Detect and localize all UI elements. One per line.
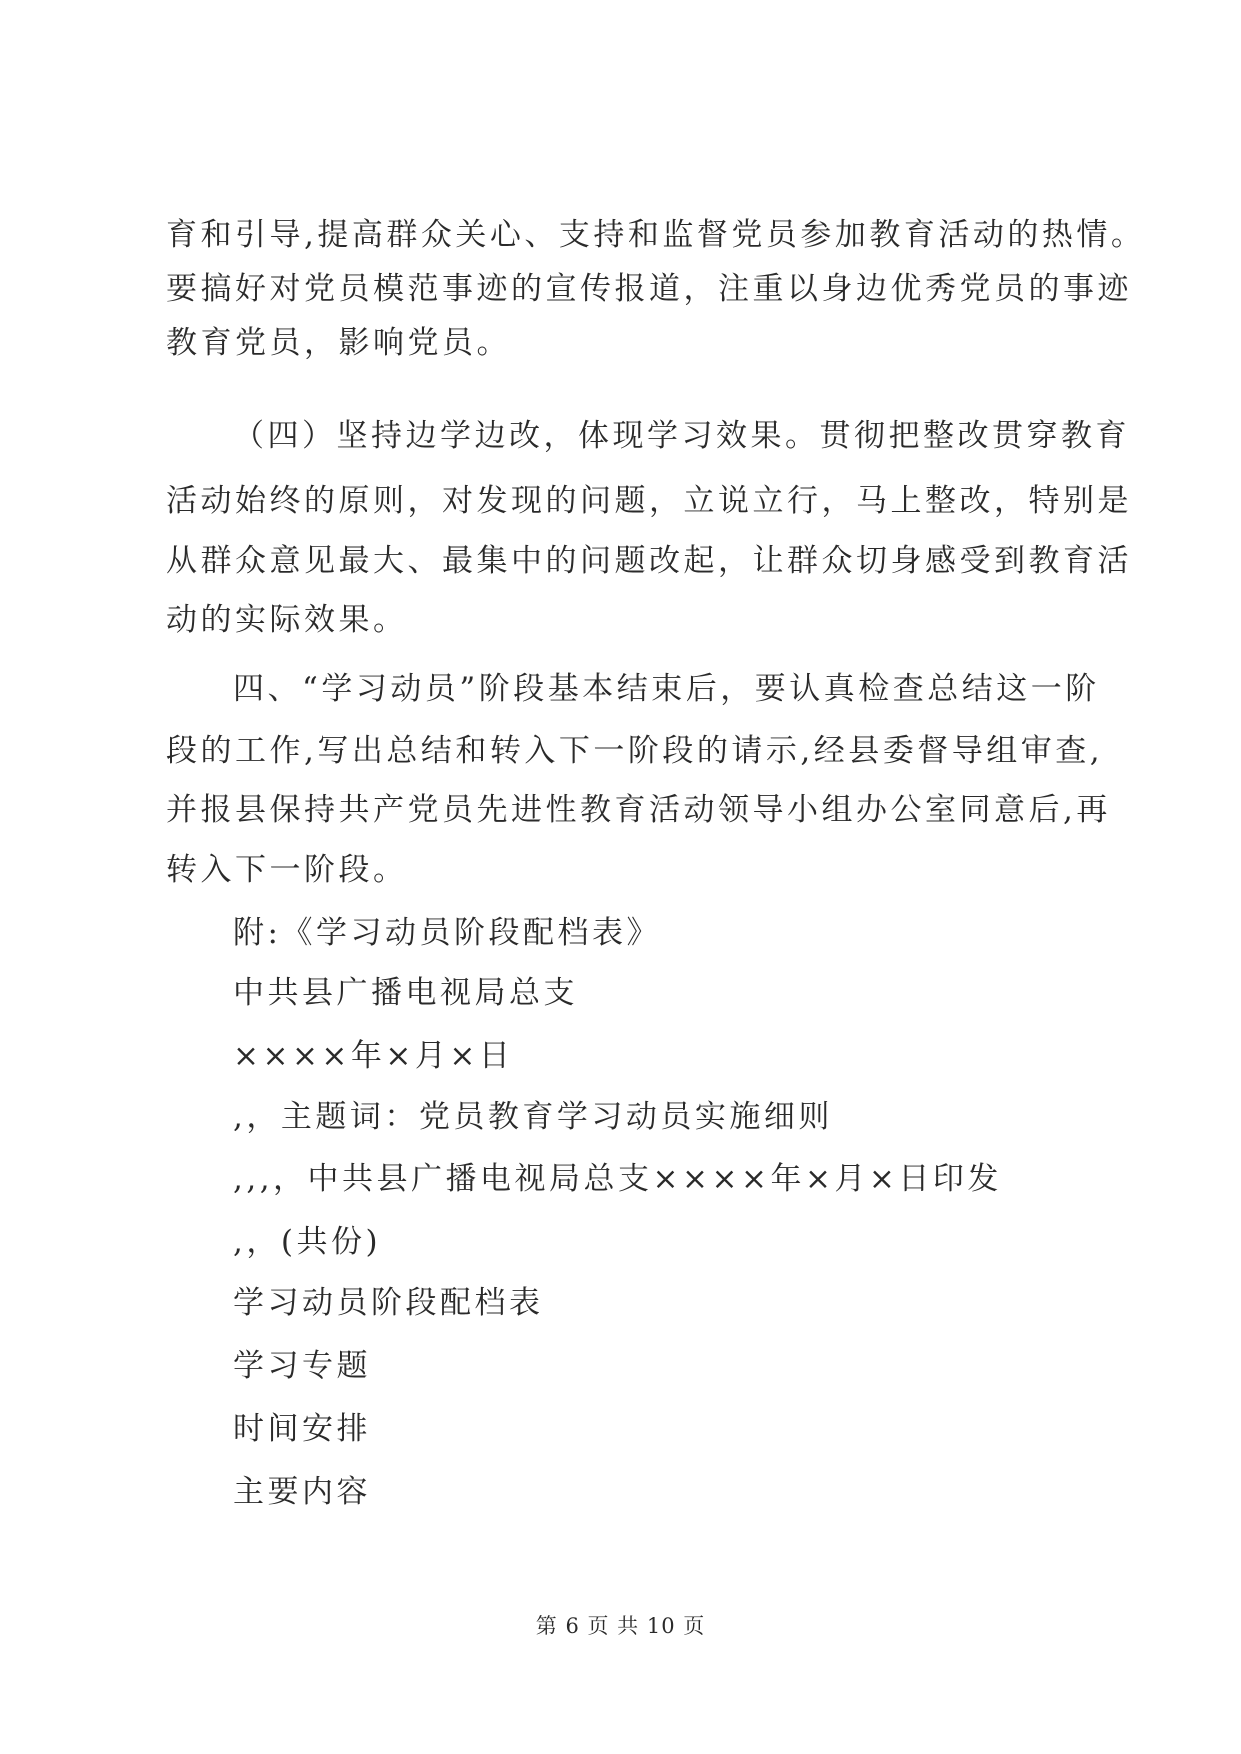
body-line-7: 动的实际效果。: [166, 602, 408, 638]
body-line-9: 段的工作,写出总结和转入下一阶段的请示,经县委督导组审查,: [166, 733, 1104, 769]
section-item-four-line: 四、“学习动员”阶段基本结束后，要认真检查总结这一阶: [233, 671, 1100, 707]
table-header-schedule: 时间安排: [233, 1411, 371, 1447]
issuer-line: 中共县广播电视局总支: [233, 975, 578, 1011]
body-line-5: 活动始终的原则，对发现的问题，立说立行，马上整改，特别是: [166, 483, 1132, 519]
body-line-3: 教育党员，影响党员。: [166, 325, 511, 361]
section-four-heading-line: （四）坚持边学边改，体现学习效果。贯彻把整改贯穿教育: [233, 418, 1130, 454]
body-line-10: 并报县保持共产党员先进性教育活动领导小组办公室同意后,再: [166, 792, 1111, 828]
table-header-content: 主要内容: [233, 1474, 371, 1510]
copies-line: ,，(共份): [233, 1224, 382, 1260]
table-header-topic: 学习专题: [233, 1348, 371, 1384]
attachment-line: 附:《学习动员阶段配档表》: [233, 915, 661, 951]
body-line-11: 转入下一阶段。: [166, 852, 408, 888]
print-issue-line: ,,,，中共县广播电视局总支××××年×月×日印发: [233, 1161, 1002, 1197]
body-line-6: 从群众意见最大、最集中的问题改起，让群众切身感受到教育活: [166, 543, 1132, 579]
date-line: ××××年×月×日: [233, 1038, 514, 1074]
page-number-footer: 第 6 页 共 10 页: [535, 1614, 706, 1638]
table-title-line: 学习动员阶段配档表: [233, 1285, 544, 1321]
body-line-2: 要搞好对党员模范事迹的宣传报道，注重以身边优秀党员的事迹: [166, 271, 1132, 307]
body-line-1: 育和引导,提高群众关心、支持和监督党员参加教育活动的热情。: [166, 217, 1146, 253]
keywords-line: ,，主题词：党员教育学习动员实施细则: [233, 1099, 833, 1135]
